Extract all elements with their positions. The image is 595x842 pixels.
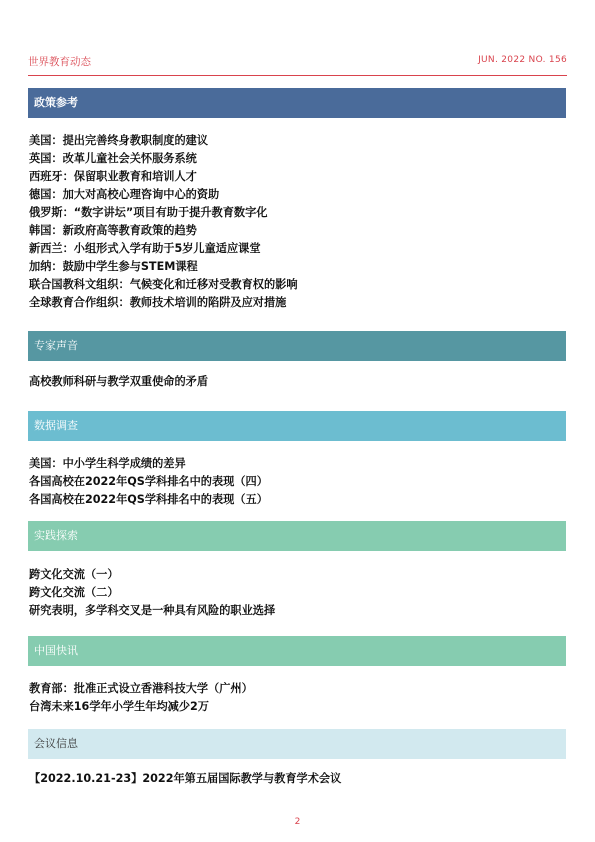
list-item[interactable]: 美国：提出完善终身教职制度的建议 — [29, 134, 209, 147]
list-item[interactable]: 加纳：鼓励中学生参与STEM课程 — [29, 260, 198, 273]
issue-number: JUN. 2022 NO. 156 — [478, 55, 567, 65]
list-item[interactable]: 韩国：新政府高等教育政策的趋势 — [29, 224, 197, 237]
list-item[interactable]: 台湾未来16学年小学生年均减少2万 — [29, 700, 209, 713]
section-header-data: 数据调查 — [28, 411, 566, 441]
section-header-experts: 专家声音 — [28, 331, 566, 361]
list-item[interactable]: 西班牙：保留职业教育和培训人才 — [29, 170, 197, 183]
section-list-china-news — [29, 680, 565, 716]
list-item[interactable]: 跨文化交流（一） — [29, 568, 119, 581]
page-number: 2 — [294, 817, 301, 827]
section-list-practice — [29, 566, 565, 620]
list-item[interactable]: 全球教育合作组织：教师技术培训的陷阱及应对措施 — [29, 296, 287, 309]
section-list-policy — [29, 132, 565, 312]
list-item[interactable]: 英国：改革儿童社会关怀服务系统 — [29, 152, 197, 165]
list-item[interactable]: 高校教师科研与教学双重使命的矛盾 — [29, 375, 209, 388]
list-item[interactable]: 美国：中小学生科学成绩的差异 — [29, 457, 186, 470]
list-item[interactable]: 新西兰：小组形式入学有助于5岁儿童适应课堂 — [29, 242, 261, 255]
list-item[interactable]: 俄罗斯：“数字讲坛”项目有助于提升教育数字化 — [29, 206, 268, 219]
section-list-conferences — [29, 770, 565, 788]
list-item[interactable]: 联合国教科文组织：气候变化和迁移对受教育权的影响 — [29, 278, 298, 291]
list-item[interactable]: 德国：加大对高校心理咨询中心的资助 — [29, 188, 220, 201]
list-item[interactable]: 【2022.10.21-23】2022年第五届国际教学与教育学术会议 — [29, 772, 342, 785]
header-divider — [28, 75, 567, 76]
list-item[interactable]: 教育部：批准正式设立香港科技大学（广州） — [29, 682, 253, 695]
publication-title: 世界教育动态 — [28, 56, 91, 68]
list-item[interactable]: 跨文化交流（二） — [29, 586, 119, 599]
list-item[interactable]: 研究表明，多学科交叉是一种具有风险的职业选择 — [29, 604, 276, 617]
section-header-policy: 政策参考 — [28, 88, 566, 118]
section-header-practice: 实践探索 — [28, 521, 566, 551]
section-list-experts — [29, 373, 565, 391]
list-item[interactable]: 各国高校在2022年QS学科排名中的表现（四） — [29, 475, 268, 488]
list-item[interactable]: 各国高校在2022年QS学科排名中的表现（五） — [29, 493, 268, 506]
section-list-data — [29, 455, 565, 509]
section-header-conferences: 会议信息 — [28, 729, 566, 759]
header — [28, 54, 567, 72]
section-header-china-news: 中国快讯 — [28, 636, 566, 666]
